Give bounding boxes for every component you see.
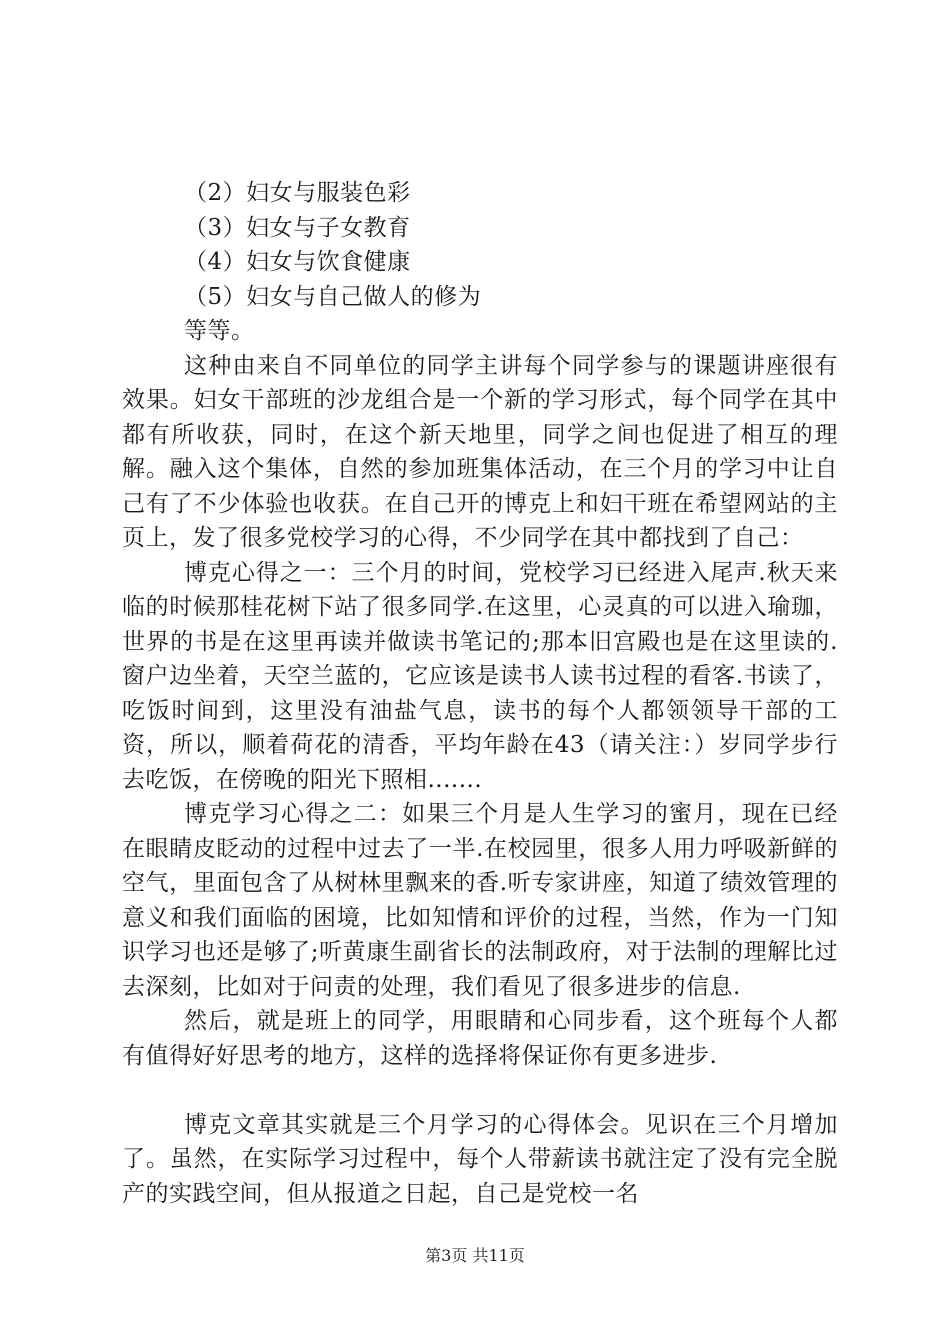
page-footer: 第3页 共11页 (425, 1246, 525, 1265)
list-item: （4）妇女与饮食健康 (184, 249, 411, 275)
list-item: （5）妇女与自己做人的修为 (184, 283, 482, 310)
paragraph-blog-one: 博克心得之一：三个月的时间，党校学习已经进入尾声.秋天来临的时候那桂花树下站了很多同学.在这里，心灵真的可以进入瑜珈，世界的书是在这里再读并做读书笔记的;那本旧宫殿也是在这里读的.窗户边坐着，天空兰蓝的，它应该是读书人读书过程的看客.书读了，吃饭时间到，这里没有油盐气息，读书的每个人都领领导干部的工资，所以，顺着荷花的清香，平均年龄在43（请关注：）岁同学步行去吃饭，在傍晚的阳光下照相....... (122, 559, 838, 793)
paragraph-summary: 博克文章其实就是三个月学习的心得体会。见识在三个月增加了。虽然，在实际学习过程中，每个人带薪读书就注定了没有完全脱产的实践空间，但从报道之日起，自己是党校一名 (122, 1111, 838, 1207)
paragraph-classmates: 然后，就是班上的同学，用眼睛和心同步看，这个班每个人都有值得好好思考的地方，这样的选择将保证你有更多进步. (122, 1008, 838, 1069)
document-body (122, 176, 838, 1211)
paragraph-etc: 等等。 (184, 318, 255, 344)
blank-line (122, 1073, 838, 1108)
paragraph-blog-two: 博克学习心得之二：如果三个月是人生学习的蜜月，现在已经在眼睛皮眨动的过程中过去了一半.在校园里，很多人用力呼吸新鲜的空气，里面包含了从树林里飘来的香.听专家讲座，知道了绩效管理的意义和我们面临的困境，比如知情和评价的过程，当然，作为一门知识学习也还是够了;听黄康生副省长的法制政府，对于法制的理解比过去深刻，比如对于问责的处理，我们看见了很多进步的信息. (122, 801, 838, 1000)
list-item: （2）妇女与服装色彩 (184, 180, 411, 206)
paragraph-salon: 这种由来自不同单位的同学主讲每个同学参与的课题讲座很有效果。妇女干部班的沙龙组合是一个新的学习形式，每个同学在其中都有所收获，同时，在这个新天地里，同学之间也促进了相互的理解。融入这个集体，自然的参加班集体活动，在三个月的学习中让自己有了不少体验也收获。在自己开的博克上和妇干班在希望网站的主页上，发了很多党校学习的心得，不少同学在其中都找到了自己： (122, 352, 838, 551)
list-item: （3）妇女与子女教育 (184, 214, 411, 241)
